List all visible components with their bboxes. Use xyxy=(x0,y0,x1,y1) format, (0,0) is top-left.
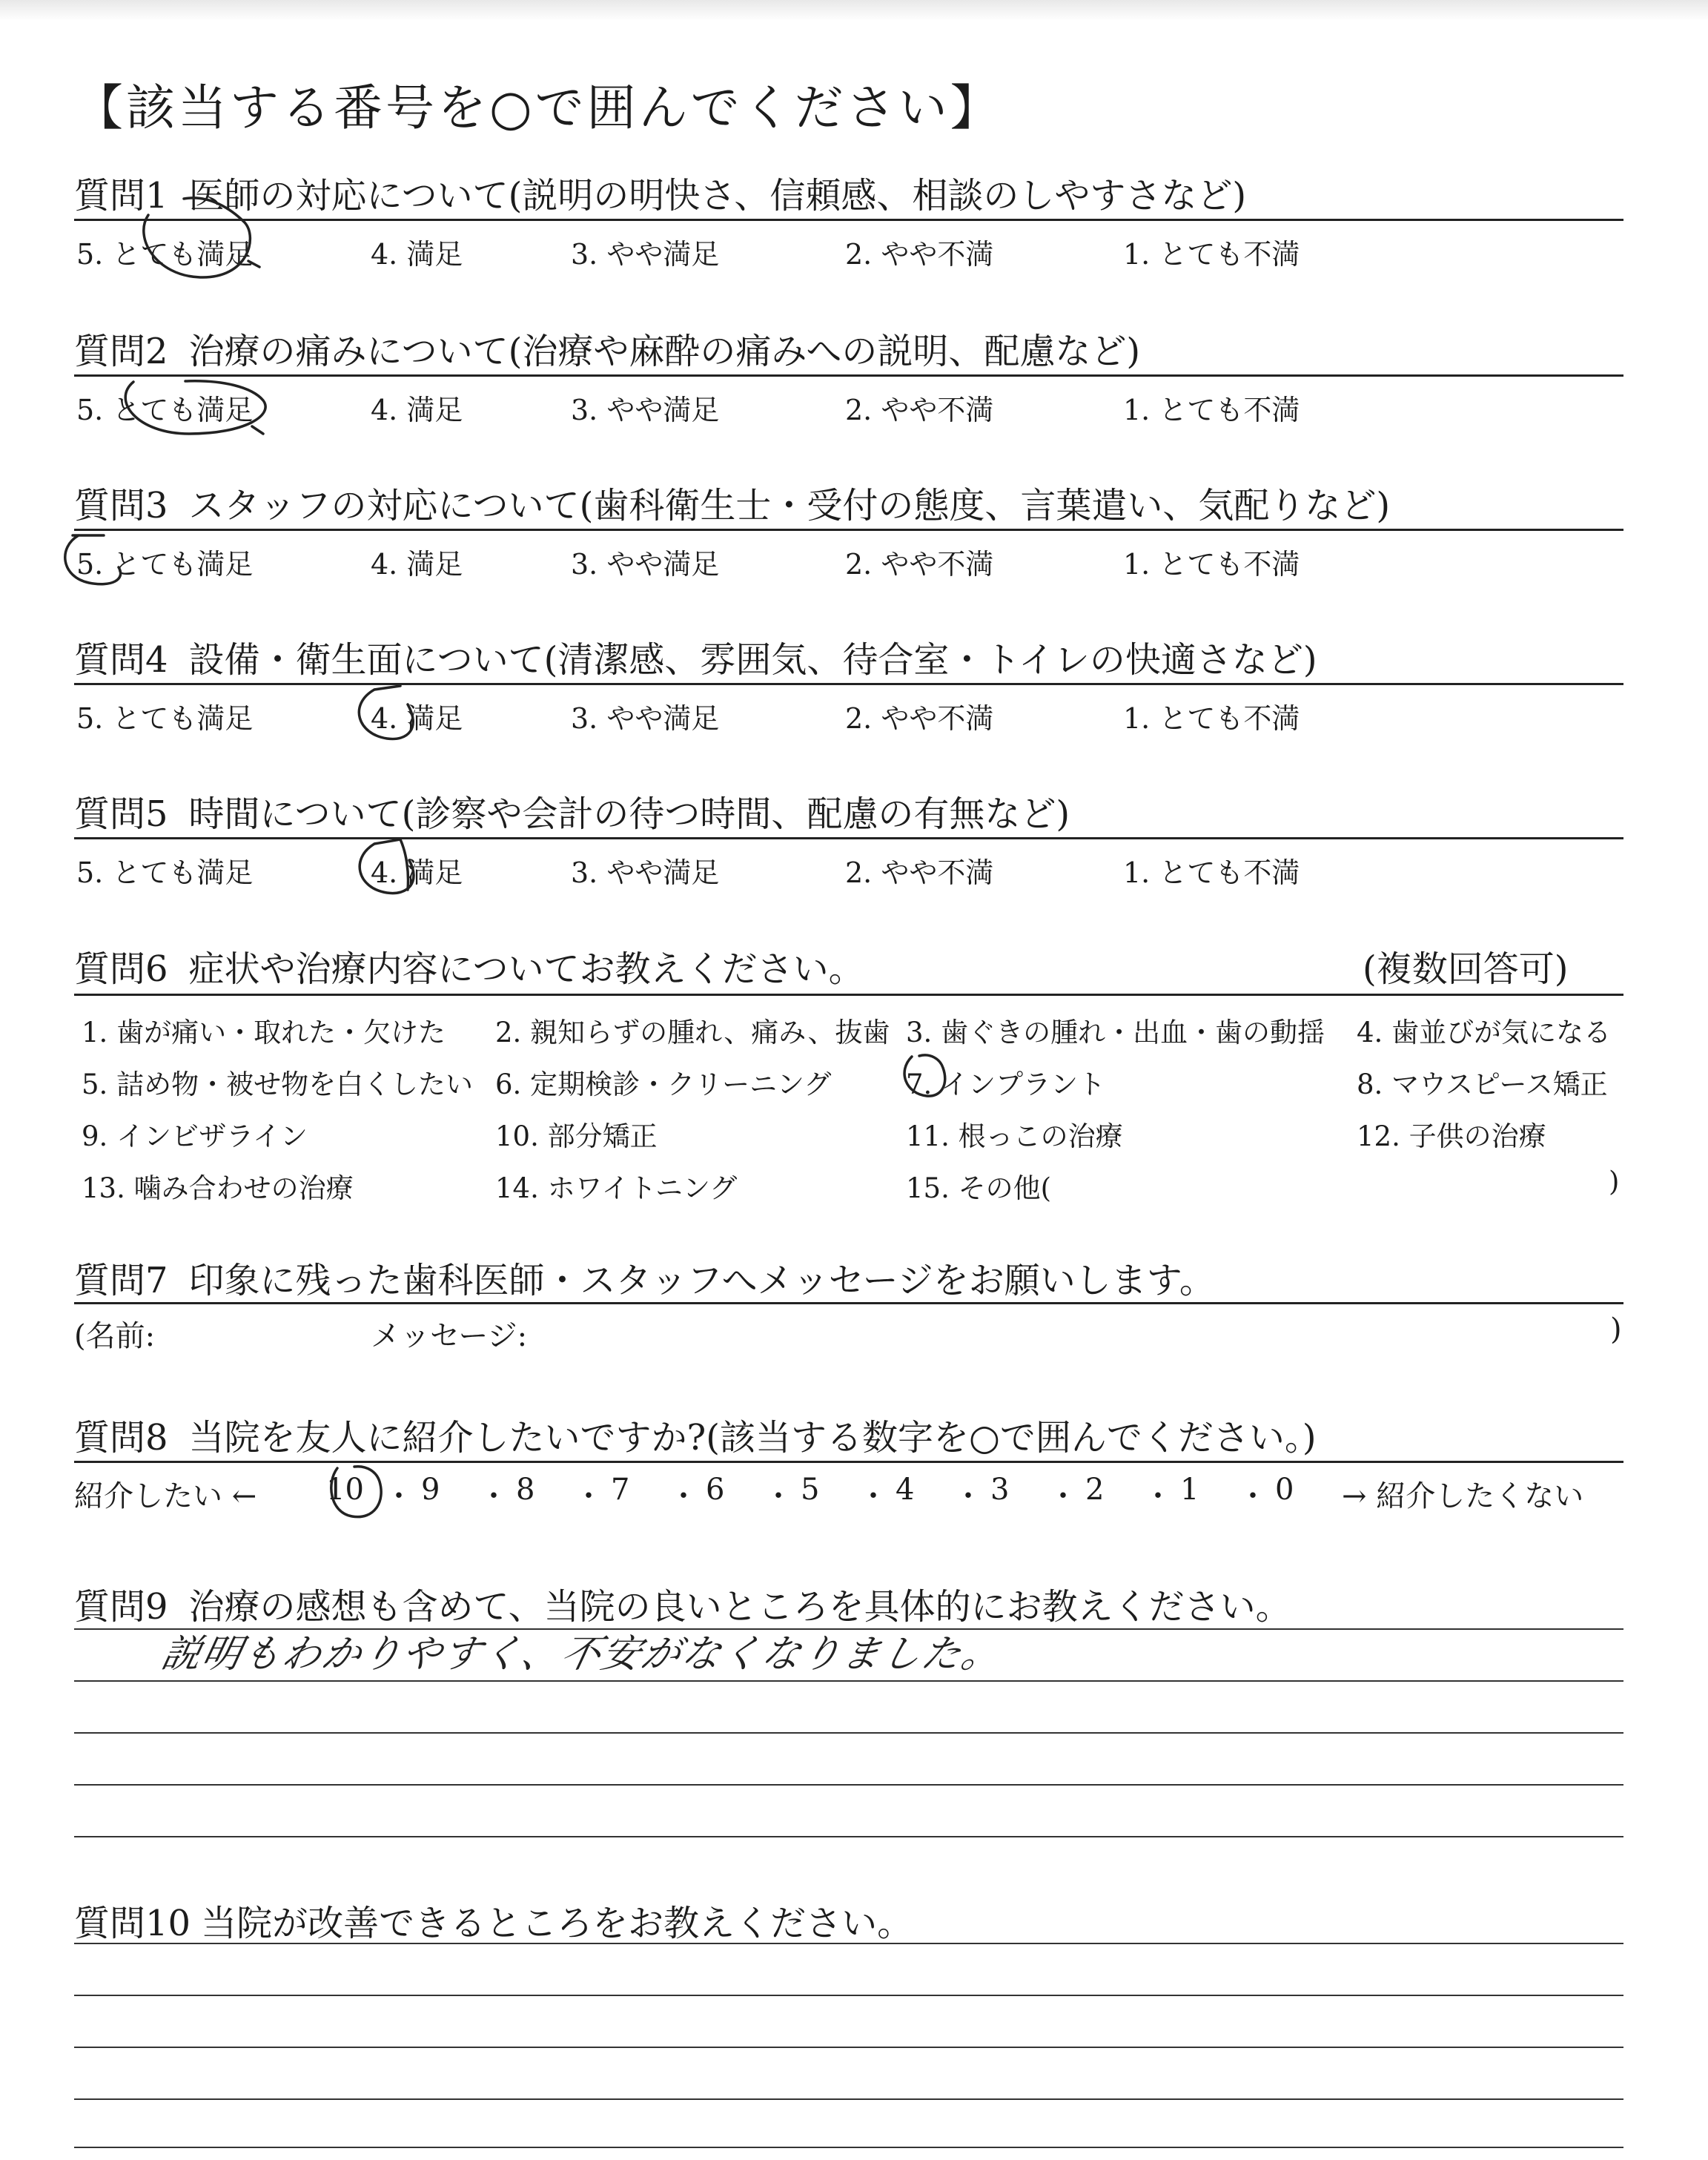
q4-rule xyxy=(74,683,1623,685)
q8-scale-value[interactable]: 7 xyxy=(611,1473,630,1507)
q6-option-12[interactable]: 12. 子供の治療 xyxy=(1357,1120,1546,1152)
q8-right-label: → 紹介したくない xyxy=(1342,1479,1584,1513)
q8-scale-value[interactable]: 5 xyxy=(801,1473,820,1507)
q6-number: 質問6 xyxy=(74,948,168,990)
q8-scale-value[interactable]: 4 xyxy=(896,1473,915,1507)
q9-line-2 xyxy=(74,1680,1623,1682)
q3-option-2[interactable]: 2. やや不満 xyxy=(845,548,994,581)
q10-title: 当院が改善できるところをお教えください。 xyxy=(201,1903,913,1944)
q4-option-1[interactable]: 1. とても不満 xyxy=(1123,702,1300,735)
q1-number: 質問1 xyxy=(74,175,168,217)
q3-number: 質問3 xyxy=(74,485,168,526)
q7-title: 印象に残った歯科医師・スタッフへメッセージをお願いします。 xyxy=(188,1260,1215,1301)
q8-scale-value[interactable]: 3 xyxy=(990,1473,1010,1507)
q8-scale-value[interactable]: 10 xyxy=(326,1473,364,1507)
q3-rule xyxy=(74,529,1623,531)
q6-note: (複数回答可) xyxy=(1363,948,1569,990)
q3-option-3[interactable]: 3. やや満足 xyxy=(571,548,720,581)
q5-option-1[interactable]: 1. とても不満 xyxy=(1123,856,1300,889)
q5-number: 質問5 xyxy=(74,793,168,835)
q5-heading xyxy=(74,785,1070,836)
q10-line-2 xyxy=(74,1995,1623,1996)
q9-handwritten-answer[interactable]: 説明もわかりやすく、不安がなくなりました。 xyxy=(157,1632,1007,1677)
q5-title: 時間について(診察や会計の待つ時間、配慮の有無など) xyxy=(188,793,1070,835)
q6-option-3[interactable]: 3. 歯ぐきの腫れ・出血・歯の動揺 xyxy=(906,1017,1325,1048)
q10-heading xyxy=(74,1895,913,1946)
q6-option-8[interactable]: 8. マウスピース矯正 xyxy=(1357,1069,1608,1100)
q4-heading xyxy=(74,631,1317,682)
q3-option-4[interactable]: 4. 満足 xyxy=(371,548,463,581)
q2-rule xyxy=(74,374,1623,377)
q7-close-paren: ) xyxy=(1610,1312,1622,1347)
q2-title: 治療の痛みについて(治療や麻酔の痛みへの説明、配慮など) xyxy=(188,331,1141,372)
q8-scale-dot: ・ xyxy=(479,1479,509,1513)
q8-heading xyxy=(74,1409,1317,1460)
q1-option-1[interactable]: 1. とても不満 xyxy=(1123,238,1300,271)
q5-option-3[interactable]: 3. やや満足 xyxy=(571,856,720,889)
q8-scale-value[interactable]: 1 xyxy=(1180,1473,1199,1507)
q7-message-label[interactable]: メッセージ: xyxy=(371,1319,528,1353)
q5-option-4[interactable]: 4. 満足 xyxy=(371,856,463,889)
q4-option-2[interactable]: 2. やや不満 xyxy=(845,702,994,735)
q8-scale-dot: ・ xyxy=(858,1479,888,1513)
scan-edge xyxy=(0,0,1708,21)
q8-scale-dot: ・ xyxy=(1143,1479,1173,1513)
q8-scale-dot: ・ xyxy=(574,1479,603,1513)
q1-option-4[interactable]: 4. 満足 xyxy=(371,238,463,271)
q9-number: 質問9 xyxy=(74,1586,168,1628)
q1-option-5[interactable]: 5. とても満足 xyxy=(76,238,254,271)
q6-option-5[interactable]: 5. 詰め物・被せ物を白くしたい xyxy=(82,1069,474,1100)
q7-rule xyxy=(74,1302,1623,1304)
q8-scale-value[interactable]: 2 xyxy=(1085,1473,1105,1507)
q6-heading xyxy=(74,940,864,991)
q8-number: 質問8 xyxy=(74,1417,168,1459)
q6-option-13[interactable]: 13. 噛み合わせの治療 xyxy=(82,1172,354,1204)
q8-scale-value[interactable]: 8 xyxy=(516,1473,535,1507)
q8-left-label: 紹介したい ← xyxy=(74,1479,257,1513)
q9-line-3 xyxy=(74,1732,1623,1734)
q4-title: 設備・衛生面について(清潔感、雰囲気、待合室・トイレの快適さなど) xyxy=(188,639,1317,681)
q1-option-3[interactable]: 3. やや満足 xyxy=(571,238,720,271)
q3-heading xyxy=(74,477,1390,528)
q6-rule xyxy=(74,994,1623,996)
q8-scale-dot: ・ xyxy=(953,1479,983,1513)
q4-option-5[interactable]: 5. とても満足 xyxy=(76,702,254,735)
q1-option-2[interactable]: 2. やや不満 xyxy=(845,238,994,271)
q9-line-5 xyxy=(74,1836,1623,1837)
q6-option-10[interactable]: 10. 部分矯正 xyxy=(495,1120,658,1152)
q10-line-4 xyxy=(74,2098,1623,2100)
q2-number: 質問2 xyxy=(74,331,168,372)
q10-line-1 xyxy=(74,1943,1623,1944)
q6-option-2[interactable]: 2. 親知らずの腫れ、痛み、抜歯 xyxy=(495,1017,890,1048)
q6-option-14[interactable]: 14. ホワイトニング xyxy=(495,1172,738,1204)
q6-option-9[interactable]: 9. インビザライン xyxy=(82,1120,308,1152)
q8-scale-value[interactable]: 6 xyxy=(706,1473,725,1507)
q7-heading xyxy=(74,1252,1215,1303)
q2-option-3[interactable]: 3. やや満足 xyxy=(571,394,720,426)
q2-option-2[interactable]: 2. やや不満 xyxy=(845,394,994,426)
q8-title: 当院を友人に紹介したいですか?(該当する数字を○で囲んでください。) xyxy=(188,1417,1317,1459)
q8-rule xyxy=(74,1461,1623,1463)
q2-option-1[interactable]: 1. とても不満 xyxy=(1123,394,1300,426)
q2-option-4[interactable]: 4. 満足 xyxy=(371,394,463,426)
q8-scale-dot: ・ xyxy=(764,1479,793,1513)
q5-option-2[interactable]: 2. やや不満 xyxy=(845,856,994,889)
q2-heading xyxy=(74,323,1140,374)
q2-option-5[interactable]: 5. とても満足 xyxy=(76,394,254,426)
q8-scale-value[interactable]: 0 xyxy=(1275,1473,1294,1507)
q8-scale-dot: ・ xyxy=(1238,1479,1268,1513)
q8-scale-dot: ・ xyxy=(384,1479,414,1513)
q1-heading xyxy=(74,167,1246,218)
q4-number: 質問4 xyxy=(74,639,168,681)
q8-scale-dot: ・ xyxy=(669,1479,698,1513)
q1-rule xyxy=(74,219,1623,221)
q5-option-5[interactable]: 5. とても満足 xyxy=(76,856,254,889)
q7-number: 質問7 xyxy=(74,1260,168,1301)
q9-heading xyxy=(74,1578,1291,1629)
q6-option-11[interactable]: 11. 根っこの治療 xyxy=(906,1120,1123,1152)
q10-line-3 xyxy=(74,2047,1623,2048)
q6-option-6[interactable]: 6. 定期検診・クリーニング xyxy=(495,1069,832,1100)
q6-option-15-close: ) xyxy=(1609,1166,1620,1198)
q6-option-7[interactable]: 7. インプラント xyxy=(906,1069,1106,1100)
q6-option-4[interactable]: 4. 歯並びが気になる xyxy=(1357,1017,1612,1048)
q6-title: 症状や治療内容についてお教えください。 xyxy=(188,948,864,990)
q9-title: 治療の感想も含めて、当院の良いところを具体的にお教えください。 xyxy=(188,1586,1291,1628)
q5-rule xyxy=(74,837,1623,839)
q6-option-1[interactable]: 1. 歯が痛い・取れた・欠けた xyxy=(82,1017,446,1048)
q3-option-1[interactable]: 1. とても不満 xyxy=(1123,548,1300,581)
q6-option-15[interactable]: 15. その他( xyxy=(906,1172,1052,1204)
q8-scale-dot: ・ xyxy=(1048,1479,1078,1513)
q1-title: 医師の対応について(説明の明快さ、信頼感、相談のしやすさなど) xyxy=(188,175,1247,217)
q4-option-3[interactable]: 3. やや満足 xyxy=(571,702,720,735)
q4-option-4[interactable]: 4. 満足 xyxy=(371,702,463,735)
q10-line-5 xyxy=(74,2147,1623,2148)
q3-title: スタッフの対応について(歯科衛生士・受付の態度、言葉遣い、気配りなど) xyxy=(188,485,1391,526)
q7-name-label[interactable]: (名前: xyxy=(74,1319,156,1353)
q3-option-5[interactable]: 5. とても満足 xyxy=(76,548,254,581)
q9-line-4 xyxy=(74,1784,1623,1786)
q10-number: 質問10 xyxy=(74,1903,191,1944)
page-title: 【該当する番号を○で囲んでください】 xyxy=(74,79,1002,136)
q8-scale-value[interactable]: 9 xyxy=(421,1473,440,1507)
